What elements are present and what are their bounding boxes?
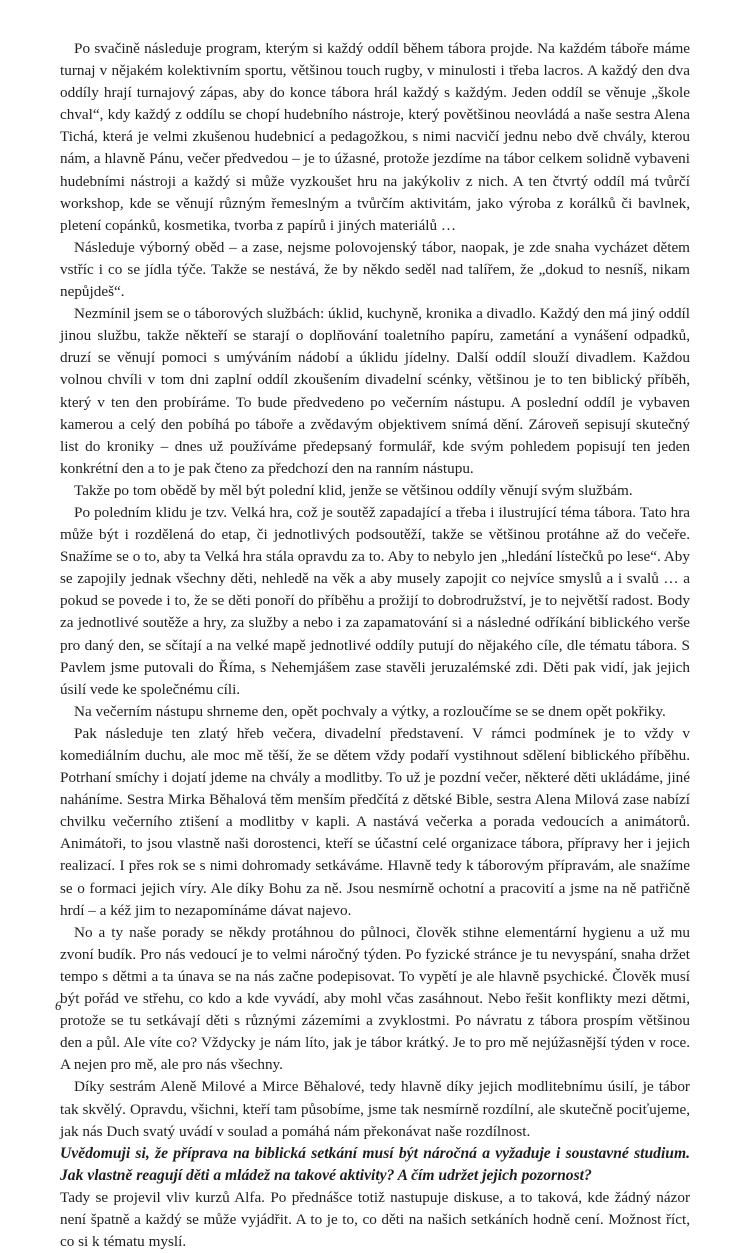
paragraph-lunch: Následuje výborný oběd – a zase, nejsme polovojenský tábor, naopak, je zde snaha vycházet dětem vstříc i co se jídla týče. Takže se nestává, že by někdo seděl nad talířem, že „dokud to nesníš, nikam nepůjdeš“.	[60, 238, 690, 301]
paragraph-program: Po svačině následuje program, kterým si každý oddíl během tábora projde. Na každém táboře máme turnaj v nějakém kolektivním sportu, většinou touch rugby, v minulosti i třeba lacros. A každý den dva oddíly hrají turnajový zápas, aby do konce tábora hrál každý s každým. Jeden oddíl se věnuje „škole chval“, kdy každý z oddílu se chopí hudebního nástroje, který povětšinou neovládá a naše sestra Alena Tichá, která je velmi zkušenou hudebnicí a pedagožkou, s nimi nacvičí jednu nebo dvě chvály, kterou nám, a hlavně Pánu, večer předvedou – je to úžasné, protože jezdíme na tábor celkem solidně vybaveni hudebními nástroji a každý si může vyzkoušet hru na jakýkoliv z nich. A ten čtvrtý oddíl má tvůrčí workshop, kde se věnují různým řemeslným a tvůrčím aktivitám, jako výroba z korálků či bavlnek, pletení copánků, kosmetika, tvorba z papírů i jiných materiálů …	[60, 40, 690, 234]
paragraph-thanks: Díky sestrám Aleně Milové a Mirce Běhalové, tedy hlavně díky jejich modlitebnímu úsilí, je tábor tak skvělý. Opravdu, všichni, kteří tam působíme, jsme tak nesmírně rozdílní, ale skutečně pociťujeme, jak nás Duch svatý uvádí v soulad a pomáhá nám překonávat naše rozdílnost.	[60, 1078, 690, 1140]
paragraph-quiet-time: Takže po tom obědě by měl být polední klid, jenže se většinou oddíly věnují svým službám.	[74, 481, 633, 499]
page-number: 6	[55, 998, 62, 1013]
interview-question: Uvědomuji si, že příprava na biblická setkání musí být náročná a vyžaduje i soustavné studium. Jak vlastně reagují děti a mládež na takové aktivity? A čím udržet jejich pozornost?	[60, 1144, 690, 1184]
page-body	[60, 38, 690, 1253]
paragraph-evening-assembly: Na večerním nástupu shrneme den, opět pochvaly a výtky, a rozloučíme se se dnem opět pokřiky.	[74, 702, 666, 720]
paragraph-big-game: Po poledním klidu je tzv. Velká hra, což je soutěž zapadající a třeba i ilustrující téma tábora. Tato hra může být i rozdělená do etap, či jednotlivých podsoutěží, takže se většinou protáhne až do večeře. Snažíme se o to, aby ta Velká hra stála opravdu za to. Aby to nebylo jen „hledání lístečků po lese“. Aby se zapojily jednak všechny děti, nehledě na věk a aby musely zapojit co nejvíce smyslů a i svalů … a pokud se povede i to, že se děti ponoří do příběhu a prožijí to dobrodružství, je to největší radost. Body za jednotlivé soutěže a hry, za služby a nebo i za zapamatování si a následné odříkání biblického verše pro daný den, se sčítají a na velké mapě jednotlivé oddíly putují do nějakého cíle, dle tématu tábora. S Pavlem jsme putovali do Říma, s Nehemjášem zase stavěli jeruzalémské zdi. Děti pak vidí, jak jejich úsilí vede ke společnému cíli.	[60, 503, 690, 698]
paragraph-meetings: No a ty naše porady se někdy protáhnou do půlnoci, člověk stihne elementární hygienu a už mu zvoní budík. Pro nás vedoucí je to velmi náročný týden. Po fyzické stránce je tu nevyspání, snaha držet tempo s dětmi a ta únava se na nás začne podepisovat. To vypětí je ale hlavně psychické. Člověk musí být pořád ve střehu, co kdo a kde vyvádí, aby mohl včas zasáhnout. Nebo řešit konflikty mezi dětmi, protože se tu setkávají děti s různými zázemími a zvyklostmi. Po návratu z tábora prospím většinou den a půl. Ale víte co? Vždycky je nám líto, jak je tábor krátký. Je to pro mě nejúžasnější týden v roce. A nejen pro mě, ale pro nás všechny.	[60, 923, 690, 1074]
paragraph-services: Nezmínil jsem se o táborových službách: úklid, kuchyně, kronika a divadlo. Každý den má jiný oddíl jinou službu, takže někteří se starají o doplňování toaletního papíru, zametání a vynášení odpadků, druzí se věnují pomoci s umýváním nádobí a úklidu jídelny. Další oddíl slouží divadlem. Každou volnou chvíli v tom dni zaplní oddíl zkoušením divadelní scénky, většinou je to ten biblický příběh, který v ten den probíráme. To bude předvedeno po večerním nástupu. A poslední oddíl je vybaven kamerou a celý den pobíhá po táboře a zvědavým objektivem snímá dění. Zároveň sepisují skutečný list do kroniky – dnes už používáme předepsaný formulář, kde svým pohledem popisují ten jeden konkrétní den a to je pak čteno za předchozí den na ranním nástupu.	[60, 305, 690, 477]
interview-answer: Tady se projevil vliv kurzů Alfa. Po přednášce totiž nastupuje diskuse, a to taková, kde žádný názor není špatně a každý se může vyjádřit. A to je to, co děti na našich setkáních hodně cení. Možnost říct, co si k tématu myslí.	[60, 1188, 690, 1250]
paragraph-theatre: Pak následuje ten zlatý hřeb večera, divadelní představení. V rámci podmínek je to vždy v komediálním duchu, ale moc mě těší, že se dětem vždy podaří vystihnout sdělení biblického příběhu. Potrhaní smíchy i dojatí jdeme na chvály a modlitby. To už je pozdní večer, některé děti ukládáme, jiné naháníme. Sestra Mirka Běhalová těm menším předčítá z dětské Bible, sestra Alena Milová zase nabízí chvilku večerního ztišení a modlitby v kapli. A nastává večerka a porada vedoucích a animátorů. Animátoři, to jsou vlastně naši dorostenci, kteří se účastní celé organizace tábora, přípravy her i jejich realizací. I přes rok se s nimi dohromady setkáváme. Hlavně tedy k táborovým přípravám, ale snažíme se o formaci jejich víry. Ale díky Bohu za ně. Jsou nesmírně ochotní a pracovití a jsme na ně patřičně hrdí – a kéž jim to nezapomínáme dávat najevo.	[60, 724, 690, 919]
